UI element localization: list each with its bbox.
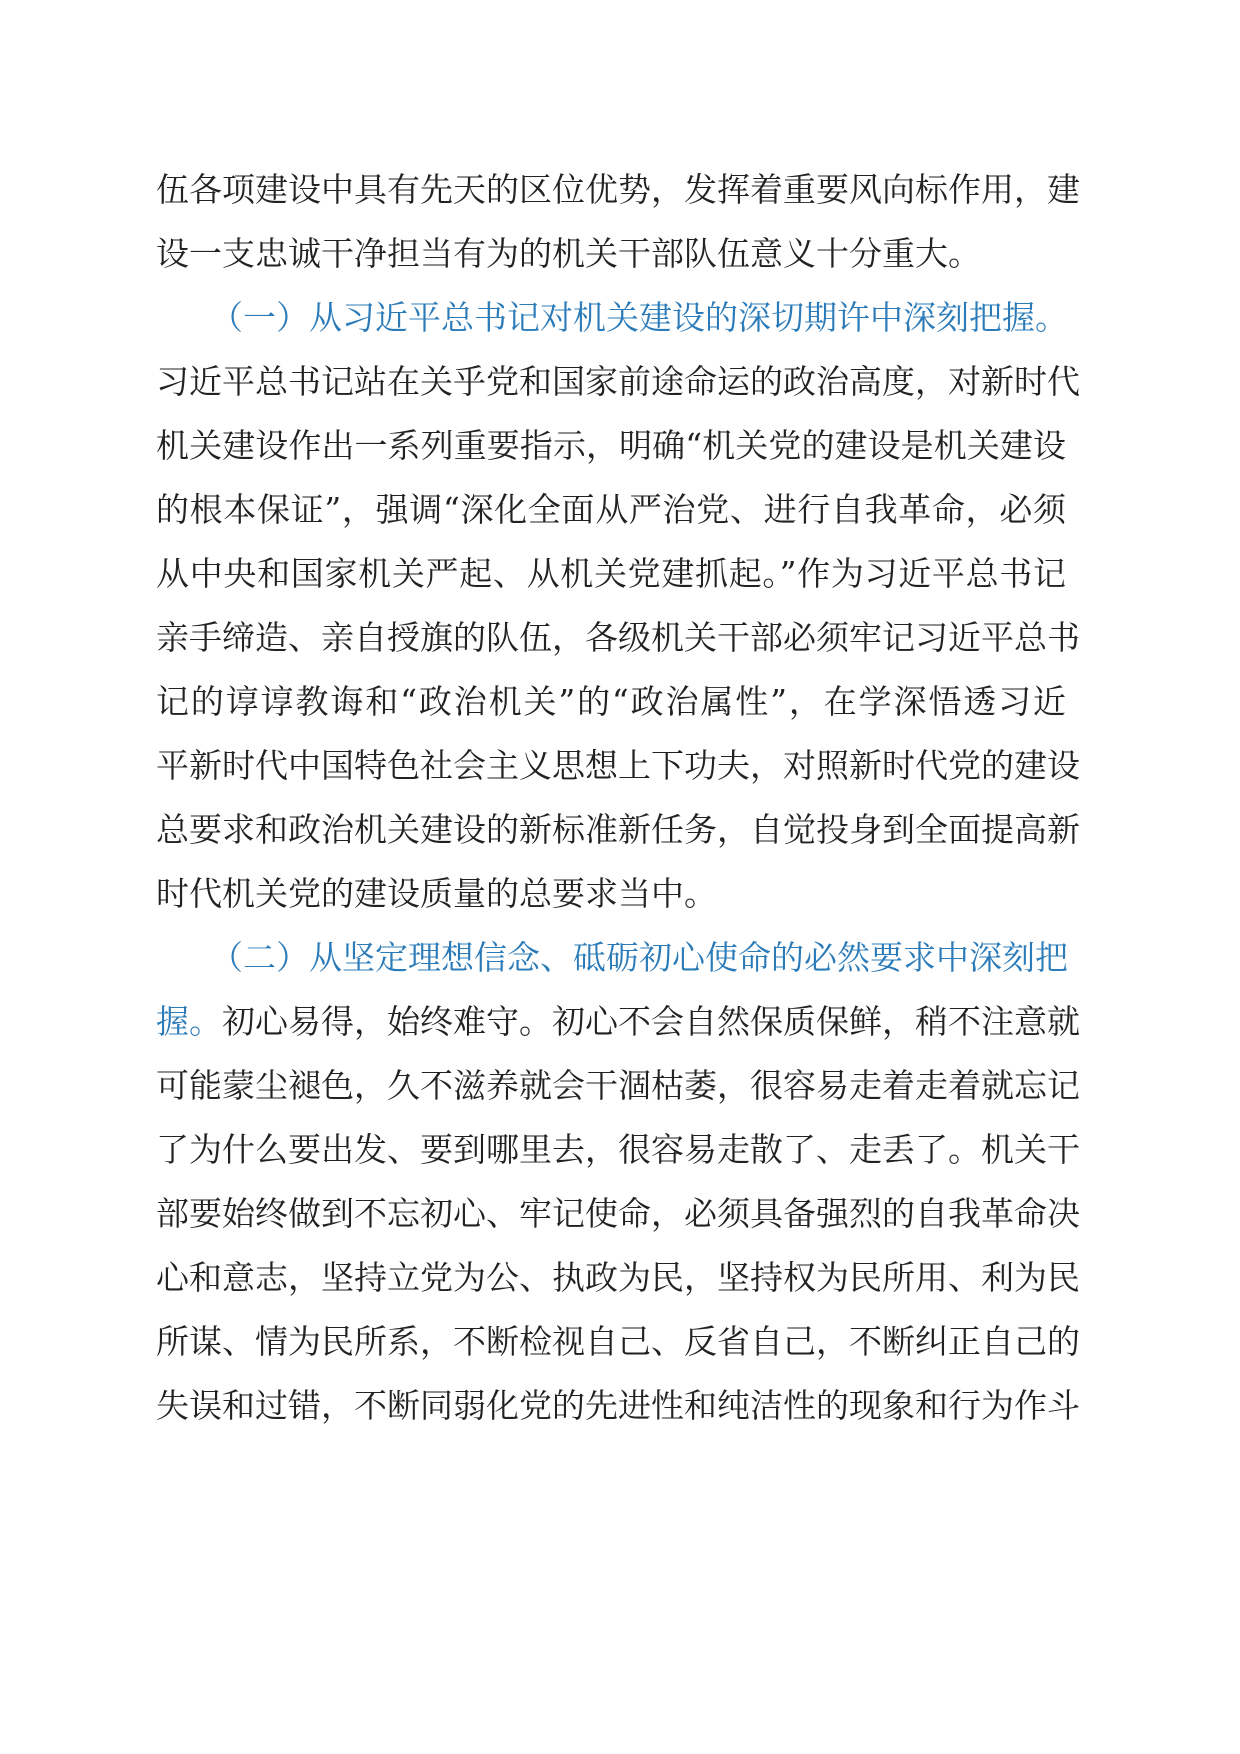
body-text-line: 部要始终做到不忘初心、牢记使命，必须具备强烈的自我革命决 (156, 1194, 1080, 1233)
body-text-line: 可能蒙尘褪色，久不滋养就会干涸枯萎，很容易走着走着就忘记 (156, 1066, 1080, 1105)
body-text-line: 所谋、情为民所系，不断检视自己、反省自己，不断纠正自己的 (156, 1322, 1080, 1361)
body-text-line: 总要求和政治机关建设的新标准新任务，自觉投身到全面提高新 (156, 810, 1080, 849)
section-heading: （一）从习近平总书记对机关建设的深切期许中深刻把握。 (210, 298, 1068, 337)
body-text-line: 平新时代中国特色社会主义思想上下功夫，对照新时代党的建设 (156, 746, 1080, 785)
body-text-span: 初心易得，始终难守。初心不会自然保质保鲜，稍不注意就 (222, 1002, 1080, 1041)
body-text-line: 的根本保证”，强调“深化全面从严治党、进行自我革命，必须 (156, 490, 1066, 529)
body-text-line: 时代机关党的建设质量的总要求当中。 (156, 874, 717, 913)
section-heading-end: 握。 (156, 1002, 222, 1041)
body-text-line: 习近平总书记站在关乎党和国家前途命运的政治高度，对新时代 (156, 362, 1080, 401)
body-text-line: 了为什么要出发、要到哪里去，很容易走散了、走丢了。机关干 (156, 1130, 1080, 1169)
body-text-line: 机关建设作出一系列重要指示，明确“机关党的建设是机关建设 (156, 426, 1066, 465)
body-text-line: 伍各项建设中具有先天的区位优势，发挥着重要风向标作用，建 (156, 170, 1080, 209)
mixed-text-line (156, 990, 1080, 1054)
section-heading: （二）从坚定理想信念、砥砺初心使命的必然要求中深刻把 (210, 938, 1068, 977)
body-text-line: 设一支忠诚干净担当有为的机关干部队伍意义十分重大。 (156, 234, 981, 273)
body-text-line: 亲手缔造、亲自授旗的队伍，各级机关干部必须牢记习近平总书 (156, 618, 1080, 657)
body-text-line: 失误和过错，不断同弱化党的先进性和纯洁性的现象和行为作斗 (156, 1386, 1080, 1425)
body-text-line: 记的谆谆教诲和“政治机关”的“政治属性”，在学深悟透习近 (156, 682, 1066, 721)
body-text-line: 从中央和国家机关严起、从机关党建抓起。”作为习近平总书记 (156, 554, 1066, 593)
body-text-line: 心和意志，坚持立党为公、执政为民，坚持权为民所用、利为民 (156, 1258, 1080, 1297)
